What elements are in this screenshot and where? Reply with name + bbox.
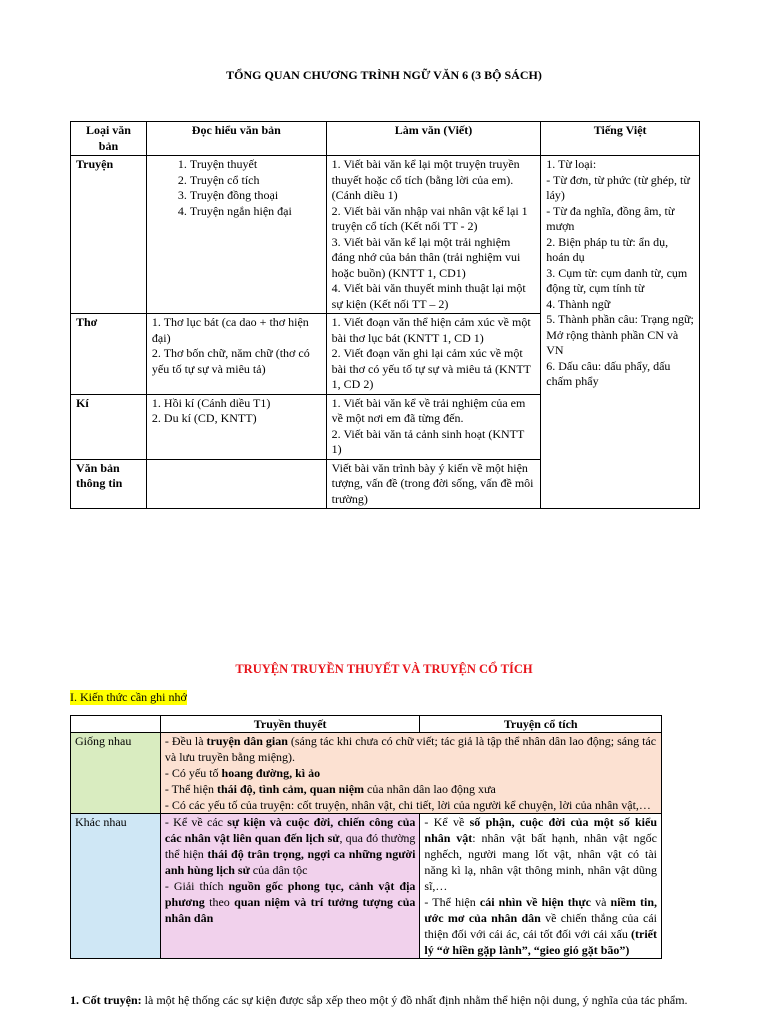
difference-line <box>424 814 657 894</box>
header-text-type: Loại văn bản <box>71 122 147 156</box>
reading-cell <box>146 156 326 314</box>
vietnamese-item: - Từ đa nghĩa, đồng âm, từ mượn <box>546 203 675 233</box>
text-run-bold: truyện dân gian <box>206 734 288 748</box>
writing-item: 2. Viết đoạn văn ghi lại cảm xúc về một bài thơ có yếu tố tự sự và miêu tả (KNTT 1, CD 2) <box>331 346 531 391</box>
text-run: , qua đó thường thể hiện <box>164 831 416 861</box>
writing-item: Viết bài văn trình bày ý kiến về một hiện tượng, vấn đề (trong đời sống, vấn đề môi trường) <box>331 460 534 506</box>
text-run-bold: thái độ, tình cảm, quan niệm <box>216 782 365 796</box>
text-run-bold: nguồn gốc phong tục, cảnh vật địa phương <box>164 879 416 909</box>
text-run: của nhân dân lao động xưa <box>364 782 496 796</box>
reading-cell <box>146 459 326 509</box>
text-run: : nhân vật bất hạnh, nhân vật ngốc nghếch, người mang lốt vật, nhân vật có tài năng kì lạ, nhân vật thông minh, nhân vật dũng sĩ,… <box>424 831 657 893</box>
text-run: - Thể hiện <box>164 782 217 796</box>
vietnamese-item: 3. Cụm từ: cụm danh từ, cụm động từ, cụm tính từ <box>546 265 688 295</box>
comparison-table <box>70 715 662 959</box>
term-definition: là một hệ thống các sự kiện được sắp xếp theo một ý đồ nhất định nhằm thể hiện nội dung, ý nghĩa của tác phẩm. <box>141 993 688 1007</box>
section-title: TRUYỆN TRUYỀN THUYẾT VÀ TRUYỆN CỔ TÍCH <box>235 662 533 676</box>
header-legend: Truyền thuyết <box>160 716 420 733</box>
writing-cell <box>326 394 541 459</box>
reading-item: 2. Du kí (CD, KNTT) <box>151 411 257 425</box>
writing-cell <box>326 459 541 509</box>
text-run: của dân tộc <box>249 863 308 877</box>
text-run-bold: số phận, cuộc đời của một số kiểu nhân vật <box>424 815 657 845</box>
vietnamese-item: 6. Dấu câu: dấu phẩy, dấu chấm phẩy <box>546 358 671 388</box>
writing-item: 2. Viết bài văn tả cảnh sinh hoạt (KNTT 1) <box>331 426 525 456</box>
differences-label: Khác nhau <box>71 814 161 959</box>
legend-differences-cell <box>160 814 420 959</box>
vietnamese-item: 1. Từ loại: <box>546 157 597 171</box>
writing-item: 3. Viết bài văn kể lại một trải nghiệm đáng nhớ của bản thân (trải nghiệm vui hoặc buồn) (KNTT 1, CD1) <box>331 234 521 280</box>
list-item: 4. Truyện ngắn hiện đại <box>190 204 321 220</box>
type-cell: Văn bản thông tin <box>71 459 147 509</box>
difference-line <box>424 894 657 958</box>
reading-cell <box>146 394 326 459</box>
writing-item: 1. Viết bài văn kể về trải nghiệm của em về một nơi em đã từng đến. <box>331 395 526 425</box>
header-writing: Làm văn (Viết) <box>326 122 541 156</box>
document-title: TỔNG QUAN CHƯƠNG TRÌNH NGỮ VĂN 6 (3 BỘ SÁCH) <box>226 68 542 82</box>
vietnamese-item: 4. Thành ngữ <box>546 296 611 311</box>
difference-line <box>165 814 416 878</box>
text-run-bold: niềm tin, ước mơ của nhân dân <box>424 895 658 925</box>
similarity-line <box>165 733 657 765</box>
reading-item: 1. Thơ lục bát (ca dao + thơ hiện đại) <box>151 315 309 345</box>
list-item: 2. Truyện cổ tích <box>190 173 321 189</box>
row-differences <box>71 814 662 959</box>
list-item: 3. Truyện đồng thoại <box>190 188 321 204</box>
text-run: về chiến thắng của cái thiện đối với cái ác, cái tốt đối với cái xấu <box>424 911 657 941</box>
vietnamese-item: 5. Thành phần câu: Trạng ngữ; Mở rộng thành phần CN và VN <box>546 312 694 357</box>
text-run: - Đều là <box>164 734 207 748</box>
header-fairy-tale: Truyện cổ tích <box>420 716 662 733</box>
fairy-differences-cell <box>420 814 662 959</box>
plot-definition <box>70 991 700 1009</box>
row-similarities <box>71 733 662 814</box>
similarity-line <box>165 781 657 797</box>
text-run: - Kể về <box>424 815 470 829</box>
text-run-bold: thái độ trân trọng, ngợi ca những người anh hùng lịch sử <box>164 847 416 877</box>
type-cell: Kí <box>71 394 147 459</box>
writing-item: 1. Viết bài văn kể lại một truyện truyền thuyết hoặc cổ tích (bằng lời của em). (Cánh diều 1) <box>331 157 520 202</box>
similarities-label: Giống nhau <box>71 733 161 814</box>
text-run: theo <box>204 895 235 909</box>
text-run-bold: hoang đường, kì ảo <box>221 766 321 780</box>
overview-table <box>70 121 700 509</box>
term-label: 1. Cốt truyện: <box>70 993 142 1007</box>
section-heading: I. Kiến thức cần ghi nhớ <box>70 690 187 704</box>
text-run: và <box>590 895 611 909</box>
text-run: - Kể về các <box>164 815 228 829</box>
writing-cell <box>326 156 541 314</box>
difference-line <box>165 878 416 926</box>
vietnamese-cell <box>541 156 700 509</box>
writing-item: 4. Viết bài văn thuyết minh thuật lại một sự kiện (Kết nối TT – 2) <box>331 281 526 311</box>
similarities-cell <box>160 733 661 814</box>
comparison-header-row <box>71 716 662 733</box>
text-run: - Thể hiện <box>424 895 480 909</box>
type-cell: Truyện <box>71 156 147 314</box>
similarity-line: - Có các yếu tố của truyện: cốt truyện, nhân vật, chi tiết, lời của người kể chuyện, lời của nhân vật,… <box>164 798 651 812</box>
text-run-bold: cái nhìn về hiện thực <box>479 895 591 909</box>
text-run: - Giải thích <box>164 879 229 893</box>
reading-item: 1. Hồi kí (Cánh diều T1) <box>151 395 271 410</box>
header-vietnamese: Tiếng Việt <box>541 122 700 156</box>
text-run-bold: (triết lý “ở hiền gặp lành”, “gieo gió gặt bão”) <box>424 927 657 957</box>
text-run: (sáng tác khi chưa có chữ viết; tác giả là tập thể nhân dân lao động; sáng tác và lưu truyền bằng miệng). <box>164 734 657 764</box>
reading-cell <box>146 314 326 395</box>
text-run: - Có yếu tố <box>164 766 222 780</box>
writing-item: 2. Viết bài văn nhập vai nhân vật kể lại 1 truyện cổ tích (Kết nối TT - 2) <box>331 203 528 233</box>
reading-item: 2. Thơ bốn chữ, năm chữ (thơ có yếu tố tự sự và miêu tả) <box>151 346 310 376</box>
writing-item: 1. Viết đoạn văn thể hiện cảm xúc về một bài thơ lục bát (KNTT 1, CD 1) <box>331 315 531 345</box>
overview-header-row <box>71 122 700 156</box>
row-truyen <box>71 156 700 314</box>
writing-cell <box>326 314 541 395</box>
vietnamese-item: 2. Biện pháp tu từ: ẩn dụ, hoán dụ <box>546 234 669 264</box>
similarity-line <box>165 765 657 781</box>
text-run-bold: quan niệm và trí tưởng tượng của nhân dân <box>164 895 416 925</box>
type-cell: Thơ <box>71 314 147 395</box>
vietnamese-item: - Từ đơn, từ phức (từ ghép, từ láy) <box>546 172 690 202</box>
empty-header-cell <box>71 716 161 733</box>
text-run-bold: sự kiện và cuộc đời, chiến công của các nhân vật liên quan đến lịch sử <box>164 815 416 845</box>
list-item: 1. Truyện thuyết <box>190 157 321 173</box>
header-reading: Đọc hiểu văn bản <box>146 122 326 156</box>
